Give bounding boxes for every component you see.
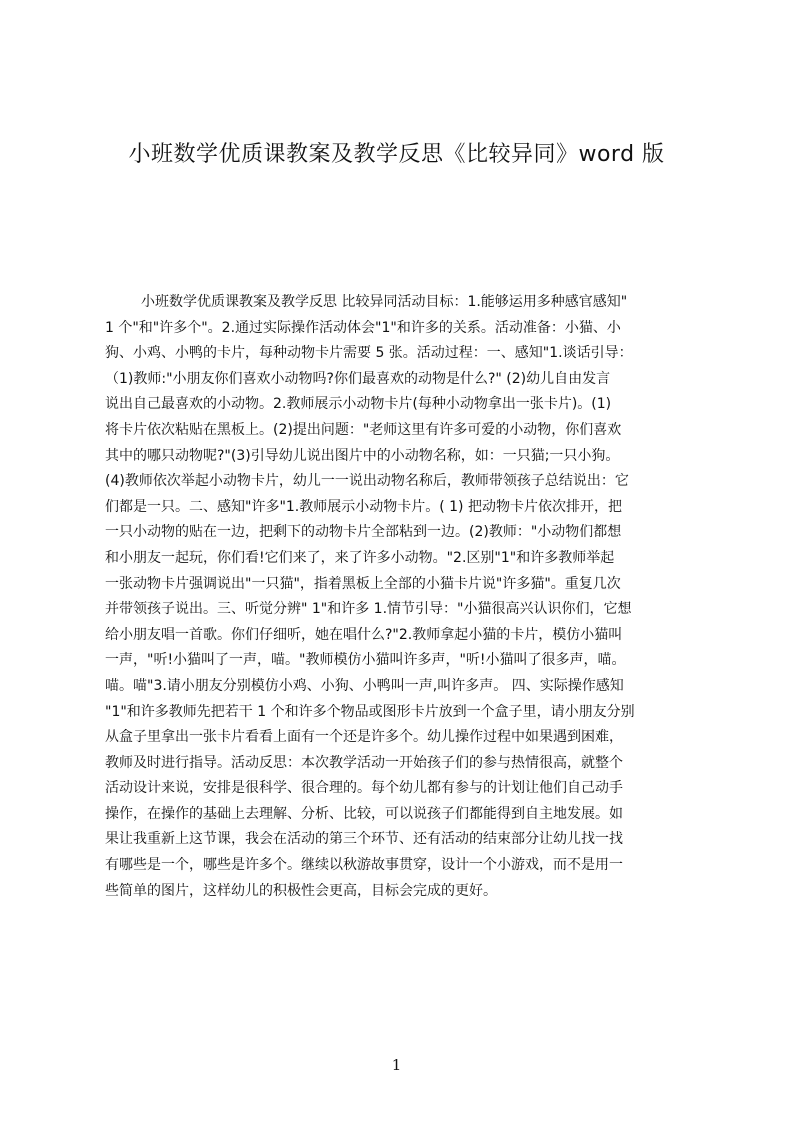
body-line: （1)教师:"小朋友你们喜欢小动物吗?你们最喜欢的动物是什么?" (2)幼儿自由发言 [105, 370, 611, 387]
page-number: 1 [391, 1056, 402, 1074]
body-line: (4)教师依次举起小动物卡片，幼儿一一说出动物名称后，教师带领孩子总结说出：它 [105, 473, 629, 490]
body-line: 喵。喵"3.请小朋友分别模仿小鸡、小狗、小鸭叫一声,叫许多声。 四、实际操作感知 [105, 677, 624, 694]
body-line: 一声，"听!小猫叫了一声，喵。"教师模仿小猫叫许多声，"听!小猫叫了很多声，喵。 [105, 652, 626, 669]
body-line: 果让我重新上这节课，我会在活动的第三个环节、还有活动的结束部分让幼儿找一找 [105, 831, 623, 848]
body-line: 活动设计来说，安排是很科学、很合理的。每个幼儿都有参与的计划让他们自己动手 [105, 780, 623, 797]
body-line: 从盒子里拿出一张卡片看看上面有一个还是许多个。幼儿操作过程中如果遇到困难， [105, 729, 623, 746]
body-line: 和小朋友一起玩，你们看!它们来了，来了许多小动物。"2.区别"1"和许多教师举起 [105, 549, 615, 566]
document-title: 小班数学优质课教案及教学反思《比较异同》word 版 [128, 142, 665, 167]
body-line: "1"和许多教师先把若干 1 个和许多个物品或图形卡片放到一个盒子里，请小朋友分别 [105, 703, 635, 720]
body-line: 们都是一只。二、感知"许多"1.教师展示小动物卡片。( 1) 把动物卡片依次排开，把 [105, 498, 622, 515]
body-line: 1 个"和"许多个"。2.通过实际操作活动体会"1"和许多的关系。活动准备：小猫、小 [105, 319, 621, 336]
body-line: 些简单的图片，这样幼儿的积极性会更高，目标会完成的更好。 [105, 882, 497, 899]
body-line: 并带领孩子说出。三、听觉分辨" 1"和许多 1.情节引导："小猫很高兴认识你们，它想 [105, 601, 632, 618]
body-line: 一只小动物的贴在一边，把剩下的动物卡片全部粘到一边。(2)教师："小动物们都想 [105, 524, 622, 541]
body-text [105, 290, 697, 904]
body-line: 操作，在操作的基础上去理解、分析、比较，可以说孩子们都能得到自主地发展。如 [105, 805, 623, 822]
body-line: 有哪些是一个，哪些是许多个。继续以秋游故事贯穿，设计一个小游戏，而不是用一 [105, 857, 623, 874]
body-line: 小班数学优质课教案及教学反思 比较异同活动目标：1.能够运用多种感官感知" [141, 294, 628, 310]
body-line: 教师及时进行指导。活动反思：本次教学活动一开始孩子们的参与热情很高，就整个 [105, 754, 623, 771]
body-line: 给小朋友唱一首歌。你们仔细听，她在唱什么?"2.教师拿起小猫的卡片，模仿小猫叫 [105, 626, 623, 643]
body-line: 一张动物卡片强调说出"一只猫"，指着黑板上全部的小猫卡片说"许多猫"。重复几次 [105, 575, 621, 592]
body-line: 狗、小鸡、小鸭的卡片，每种动物卡片需要 5 张。活动过程：一、感知"1.谈话引导： [105, 345, 633, 362]
body-line: 其中的哪只动物呢?"(3)引导幼儿说出图片中的小动物名称，如：一只猫;一只小狗。 [105, 447, 620, 464]
body-line: 说出自己最喜欢的小动物。2.教师展示小动物卡片(每种小动物拿出一张卡片)。(1) [105, 396, 612, 413]
body-line: 将卡片依次粘贴在黑板上。(2)提出问题："老师这里有许多可爱的小动物，你们喜欢 [105, 421, 622, 438]
